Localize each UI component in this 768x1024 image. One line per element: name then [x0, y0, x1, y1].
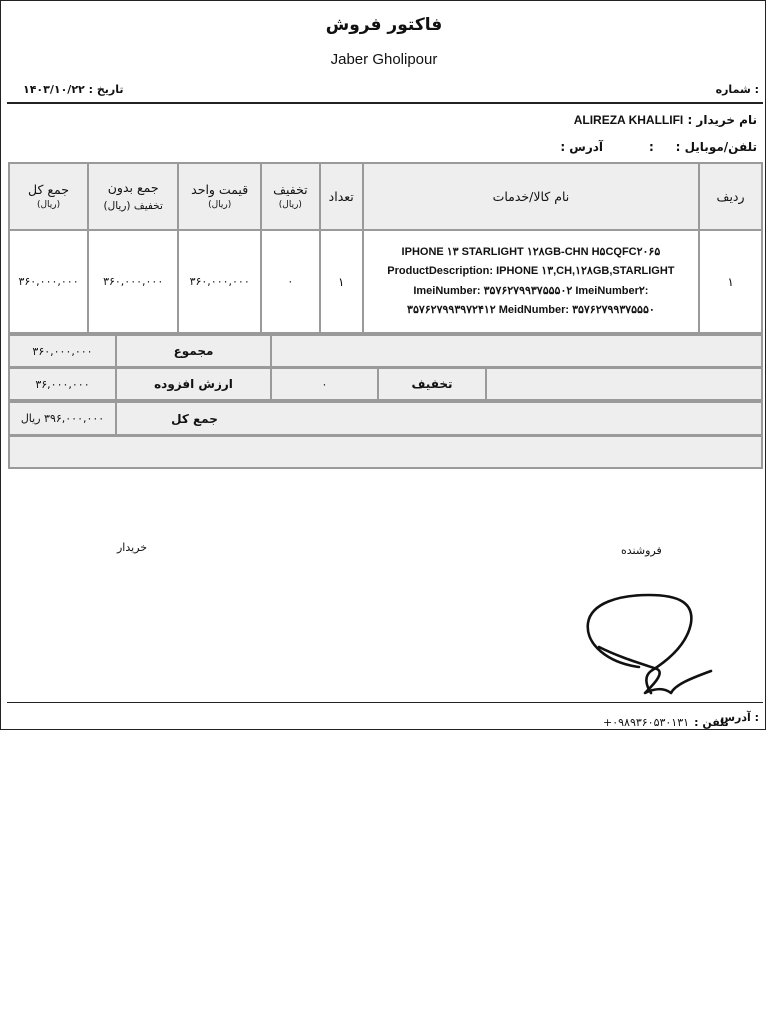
header-total: جمع کل (ریال)	[9, 163, 88, 230]
table-row	[9, 230, 762, 333]
footer-phone	[603, 711, 729, 730]
cell-product-description: IPHONE ۱۳ STARLIGHT ۱۲۸GB-CHN H۵CQFC۲۰۶۵ ProductDescription: IPHONE ۱۳,CH,۱۲۸GB,STARLIGHT ImeiNumber: ۳۵۷۶۲۷۹۹۳۷۵۵۵۰۲ ImeiNumber۲: ۳۵۷۶۲۷۹۹۳۹۷۲۴۱۲ MeidNumber: ۳۵۷۶۲۷۹۹۳۷۵۵۵۰	[363, 230, 699, 333]
notes-row	[8, 435, 763, 469]
sum-value: ۳۶۰,۰۰۰,۰۰۰	[8, 334, 117, 368]
discount-empty-cell	[485, 367, 763, 401]
summary-discount-value: ۰	[270, 367, 379, 401]
header-product: نام کالا/خدمات	[363, 163, 699, 230]
header-subtotal: جمع بدون تخفیف (ریال)	[88, 163, 178, 230]
sum-empty-cell	[270, 334, 763, 368]
buyer-name-label: نام خریدار :	[687, 113, 757, 127]
sum-label: مجموع	[115, 334, 272, 368]
date-label: تاریخ :	[88, 83, 124, 96]
company-name: Jaber Gholipour	[330, 51, 438, 68]
buyer-name-value: ALIREZA KHALLIFI	[573, 113, 684, 127]
seller-signature-image	[579, 589, 719, 701]
footer-phone-label: تلفن :	[694, 716, 729, 729]
invoice-title: فاکتور فروش	[325, 15, 443, 35]
grand-total-label: جمع کل	[115, 401, 272, 436]
footer-phone-value: ۰۹۸۹۳۶۰۵۳۰۱۳۱+	[603, 716, 690, 729]
buyer-phone-label: تلفن/موبایل :	[675, 140, 757, 154]
header-divider	[7, 102, 763, 104]
seller-signature-label: فروشنده	[621, 544, 662, 557]
header-qty: تعداد	[320, 163, 363, 230]
vat-value: ۳۶,۰۰۰,۰۰۰	[8, 367, 117, 401]
grand-total-empty-cell	[270, 401, 763, 436]
buyer-address-label: آدرس :	[560, 140, 604, 154]
date-value: ۱۴۰۳/۱۰/۲۲	[23, 83, 85, 96]
header-row-number: ردیف	[699, 163, 762, 230]
cell-unit-price: ۳۶۰,۰۰۰,۰۰۰	[178, 230, 261, 333]
summary-discount-label: تخفیف	[377, 367, 487, 401]
invoice-date	[23, 83, 123, 96]
cell-discount: ۰	[261, 230, 320, 333]
footer-divider	[7, 702, 763, 703]
items-table	[8, 162, 763, 334]
buyer-phone-value: :	[649, 140, 654, 154]
vat-label: ارزش افزوده	[115, 367, 272, 401]
grand-total-value: ۳۹۶,۰۰۰,۰۰۰ ریال	[8, 401, 117, 436]
header-unit-price: قیمت واحد (ریال)	[178, 163, 261, 230]
cell-total: ۳۶۰,۰۰۰,۰۰۰	[9, 230, 88, 333]
buyer-signature-label: خریدار	[117, 541, 148, 554]
header-discount: تخفیف (ریال)	[261, 163, 320, 230]
buyer-name-row	[574, 113, 757, 127]
cell-subtotal: ۳۶۰,۰۰۰,۰۰۰	[88, 230, 178, 333]
buyer-contact-row	[560, 140, 757, 154]
invoice-number-label: شماره :	[715, 83, 759, 96]
cell-row-number: ۱	[699, 230, 762, 333]
footer-address-label: آدرس :	[719, 711, 759, 724]
cell-qty: ۱	[320, 230, 363, 333]
table-header-row	[9, 163, 762, 230]
